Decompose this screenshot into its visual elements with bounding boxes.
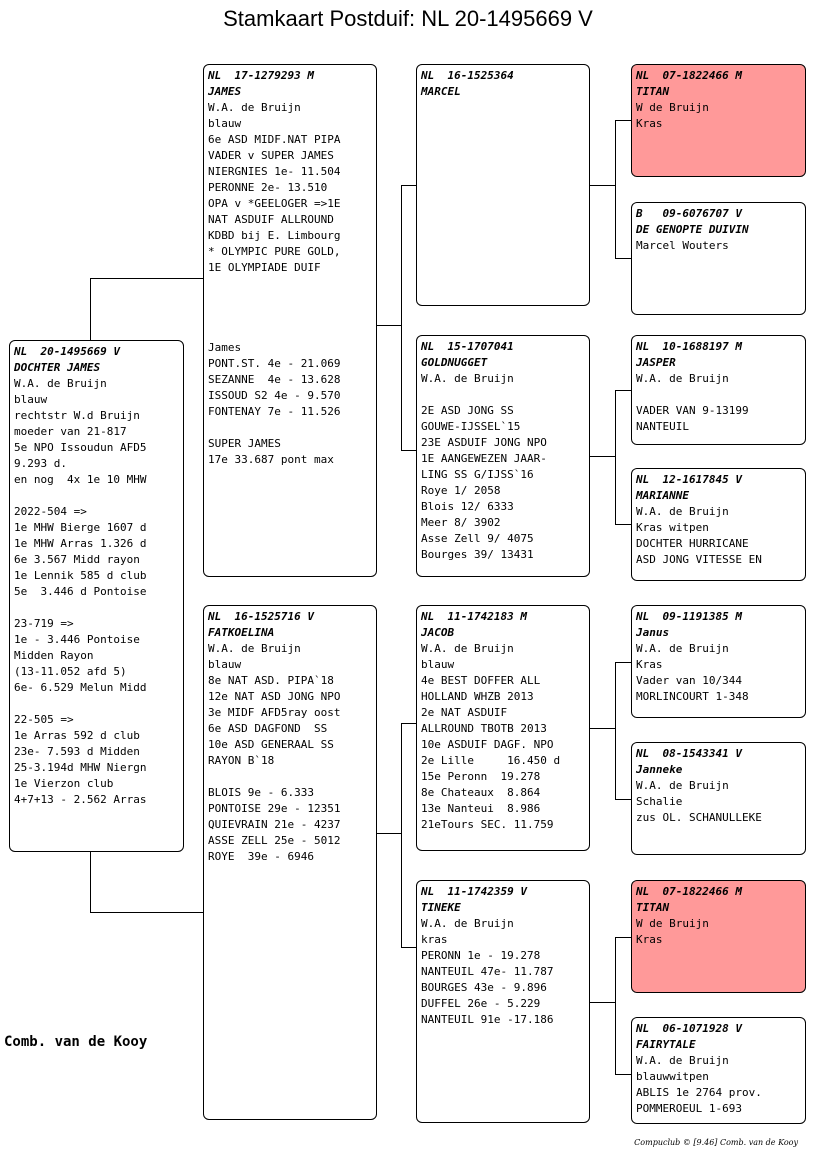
pigeon-card-maternal-grandfather[interactable] bbox=[416, 605, 590, 851]
connector bbox=[615, 1074, 632, 1075]
pedigree-line: W.A. de Bruijn bbox=[208, 101, 301, 114]
pigeon-card-subject[interactable] bbox=[9, 340, 184, 852]
pedigree-line: Blois 12/ 6333 bbox=[421, 500, 514, 513]
pedigree-line: 3e MIDF AFD5ray oost bbox=[208, 706, 341, 719]
pedigree-line: W.A. de Bruijn bbox=[636, 372, 729, 385]
ring-number: NL 11-1742183 M bbox=[421, 610, 527, 623]
pedigree-line: 1e Vierzon club bbox=[14, 777, 114, 790]
pigeon-card-mff[interactable] bbox=[631, 605, 806, 718]
pedigree-line: 1e Arras 592 d club bbox=[14, 729, 140, 742]
pedigree-line: 1E OLYMPIADE DUIF bbox=[208, 261, 321, 274]
connector bbox=[615, 120, 632, 121]
pedigree-line: DOCHTER HURRICANE bbox=[636, 537, 749, 550]
pedigree-line: 22-505 => bbox=[14, 713, 74, 726]
pigeon-card-mother[interactable] bbox=[203, 605, 377, 1120]
ring-number: NL 11-1742359 V bbox=[421, 885, 527, 898]
pedigree-line bbox=[14, 600, 179, 616]
pedigree-line: 23e- 7.593 d Midden bbox=[14, 745, 140, 758]
connector bbox=[401, 185, 402, 451]
pigeon-name: FAIRYTALE bbox=[636, 1038, 696, 1051]
connector bbox=[615, 524, 632, 525]
pedigree-line: 12e NAT ASD JONG NPO bbox=[208, 690, 341, 703]
pigeon-name: MARCEL bbox=[421, 85, 461, 98]
pedigree-line: 4e BEST DOFFER ALL bbox=[421, 674, 541, 687]
connector bbox=[401, 450, 417, 451]
pedigree-line: 10e ASDUIF DAGF. NPO bbox=[421, 738, 554, 751]
pedigree-line bbox=[636, 387, 801, 403]
pedigree-line: Bourges 39/ 13431 bbox=[421, 548, 534, 561]
connector bbox=[401, 947, 417, 948]
connector bbox=[615, 120, 616, 259]
ring-number: NL 09-1191385 M bbox=[636, 610, 742, 623]
pigeon-card-fmf[interactable] bbox=[631, 335, 806, 445]
connector bbox=[615, 258, 632, 259]
pedigree-line: ABLIS 1e 2764 prov. bbox=[636, 1086, 762, 1099]
pedigree-line: W.A. de Bruijn bbox=[636, 1054, 729, 1067]
page-title: Stamkaart Postduif: NL 20-1495669 V bbox=[223, 6, 593, 31]
pedigree-line: BLOIS 9e - 6.333 bbox=[208, 786, 314, 799]
pedigree-line: Kras witpen bbox=[636, 521, 709, 534]
pigeon-name: TITAN bbox=[636, 901, 670, 914]
pedigree-line: 15e Peronn 19.278 bbox=[421, 770, 541, 783]
pedigree-line: 8e NAT ASD. PIPA`18 bbox=[208, 674, 334, 687]
pedigree-line bbox=[14, 696, 179, 712]
pigeon-name: MARIANNE bbox=[636, 489, 689, 502]
pedigree-line: 5e 3.446 d Pontoise bbox=[14, 585, 147, 598]
pedigree-line: 4+7+13 - 2.562 Arras bbox=[14, 793, 147, 806]
pigeon-name: TITAN bbox=[636, 85, 670, 98]
connector bbox=[615, 662, 632, 663]
pigeon-card-fff[interactable] bbox=[631, 64, 806, 177]
pigeon-name: Janus bbox=[636, 626, 670, 639]
connector bbox=[401, 723, 402, 948]
connector bbox=[615, 390, 632, 391]
connector bbox=[615, 662, 616, 800]
pedigree-line: blauw bbox=[14, 393, 48, 406]
pedigree-line: NANTEUIL 91e -17.186 bbox=[421, 1013, 554, 1026]
pedigree-line: W de Bruijn bbox=[636, 101, 709, 114]
pedigree-line: 1e MHW Arras 1.326 d bbox=[14, 537, 147, 550]
pedigree-line: POMMEROEUL 1-693 bbox=[636, 1102, 742, 1115]
pedigree-line: 17e 33.687 pont max bbox=[208, 453, 334, 466]
pigeon-card-mfm[interactable] bbox=[631, 742, 806, 855]
pedigree-line: VADER v SUPER JAMES bbox=[208, 149, 334, 162]
ring-number: NL 08-1543341 V bbox=[636, 747, 742, 760]
pedigree-line bbox=[208, 769, 372, 785]
ring-number: NL 15-1707041 bbox=[421, 340, 514, 353]
pedigree-line: kras bbox=[421, 933, 448, 946]
pedigree-line: ISSOUD S2 4e - 9.570 bbox=[208, 389, 341, 402]
connector bbox=[401, 185, 417, 186]
ring-number: B 09-6076707 V bbox=[636, 207, 742, 220]
pigeon-card-paternal-grandfather[interactable] bbox=[416, 64, 590, 306]
pedigree-line: Vader van 10/344 bbox=[636, 674, 742, 687]
connector bbox=[90, 851, 91, 913]
ring-number: NL 17-1279293 M bbox=[208, 69, 314, 82]
ring-number: NL 12-1617845 V bbox=[636, 473, 742, 486]
connector bbox=[615, 799, 632, 800]
footer-credit: Compuclub © [9.46] Comb. van de Kooy bbox=[634, 1138, 798, 1147]
pigeon-name: JACOB bbox=[421, 626, 455, 639]
pedigree-line: GOUWE-IJSSEL`15 bbox=[421, 420, 521, 433]
pigeon-card-mmf[interactable] bbox=[631, 880, 806, 993]
pedigree-line: 2E ASD JONG SS bbox=[421, 404, 514, 417]
pedigree-line: 2e Lille 16.450 d bbox=[421, 754, 561, 767]
pedigree-line bbox=[208, 292, 372, 308]
pedigree-line: blauw bbox=[208, 658, 242, 671]
pigeon-name: FATKOELINA bbox=[208, 626, 275, 639]
ring-number: NL 16-1525716 V bbox=[208, 610, 314, 623]
ring-number: NL 07-1822466 M bbox=[636, 69, 742, 82]
pedigree-line: James bbox=[208, 341, 242, 354]
ring-number: NL 10-1688197 M bbox=[636, 340, 742, 353]
pedigree-line: Kras bbox=[636, 117, 663, 130]
pedigree-line: W.A. de Bruijn bbox=[421, 917, 514, 930]
connector bbox=[589, 456, 616, 457]
connector bbox=[589, 728, 616, 729]
pedigree-line: KDBD bij E. Limbourg bbox=[208, 229, 341, 242]
pedigree-line: ROYE 39e - 6946 bbox=[208, 850, 314, 863]
pedigree-line: Marcel Wouters bbox=[636, 239, 729, 252]
pedigree-line: SEZANNE 4e - 13.628 bbox=[208, 373, 341, 386]
pedigree-line: MORLINCOURT 1-348 bbox=[636, 690, 749, 703]
pedigree-line: FONTENAY 7e - 11.526 bbox=[208, 405, 341, 418]
ring-number: NL 20-1495669 V bbox=[14, 345, 120, 358]
pedigree-line: Asse Zell 9/ 4075 bbox=[421, 532, 534, 545]
pedigree-line: Kras bbox=[636, 658, 663, 671]
pedigree-line bbox=[208, 308, 372, 324]
pedigree-line: VADER VAN 9-13199 bbox=[636, 404, 749, 417]
connector bbox=[90, 278, 91, 340]
owner-name: Comb. van de Kooy bbox=[4, 1034, 148, 1050]
pedigree-line bbox=[208, 324, 372, 340]
pedigree-line: HOLLAND WHZB 2013 bbox=[421, 690, 534, 703]
pedigree-line: PONT.ST. 4e - 21.069 bbox=[208, 357, 341, 370]
pedigree-line: 6e ASD MIDF.NAT PIPA bbox=[208, 133, 341, 146]
pedigree-line: 9.293 d. bbox=[14, 457, 67, 470]
pedigree-line: RAYON B`18 bbox=[208, 754, 275, 767]
pedigree-line: 6e 3.567 Midd rayon bbox=[14, 553, 140, 566]
connector bbox=[90, 912, 204, 913]
pedigree-line: 23-719 => bbox=[14, 617, 74, 630]
pedigree-line: Roye 1/ 2058 bbox=[421, 484, 501, 497]
pedigree-line: QUIEVRAIN 21e - 4237 bbox=[208, 818, 341, 831]
pedigree-line: PONTOISE 29e - 12351 bbox=[208, 802, 341, 815]
pedigree-line: zus OL. SCHANULLEKE bbox=[636, 811, 762, 824]
pedigree-line: 6e- 6.529 Melun Midd bbox=[14, 681, 147, 694]
pigeon-name: DOCHTER JAMES bbox=[14, 361, 101, 374]
pigeon-card-fmm[interactable] bbox=[631, 468, 806, 581]
pigeon-name: JAMES bbox=[208, 85, 242, 98]
pedigree-line: Kras bbox=[636, 933, 663, 946]
pedigree-line: SUPER JAMES bbox=[208, 437, 281, 450]
pedigree-line: NIERGNIES 1e- 11.504 bbox=[208, 165, 341, 178]
pedigree-line: W.A. de Bruijn bbox=[421, 642, 514, 655]
connector bbox=[376, 325, 402, 326]
connector bbox=[90, 278, 204, 279]
pedigree-line: NANTEUIL 47e- 11.787 bbox=[421, 965, 554, 978]
connector bbox=[589, 1002, 616, 1003]
pedigree-line: W.A. de Bruijn bbox=[636, 505, 729, 518]
connector bbox=[376, 833, 402, 834]
pigeon-name: JASPER bbox=[636, 356, 676, 369]
pedigree-line: W.A. de Bruijn bbox=[421, 372, 514, 385]
pedigree-line: W de Bruijn bbox=[636, 917, 709, 930]
pedigree-line: PERONNE 2e- 13.510 bbox=[208, 181, 328, 194]
pedigree-line: 10e ASD GENERAAL SS bbox=[208, 738, 334, 751]
pedigree-line bbox=[208, 276, 372, 292]
pigeon-card-maternal-grandmother[interactable] bbox=[416, 880, 590, 1123]
pedigree-line: en nog 4x 1e 10 MHW bbox=[14, 473, 147, 486]
pedigree-line: 1e - 3.446 Pontoise bbox=[14, 633, 140, 646]
pedigree-line: W.A. de Bruijn bbox=[208, 642, 301, 655]
connector bbox=[401, 723, 417, 724]
pedigree-line: W.A. de Bruijn bbox=[636, 779, 729, 792]
pedigree-line: * OLYMPIC PURE GOLD, bbox=[208, 245, 341, 258]
pigeon-name: Janneke bbox=[636, 763, 683, 776]
pedigree-line: W.A. de Bruijn bbox=[14, 377, 107, 390]
pedigree-line: 1e MHW Bierge 1607 d bbox=[14, 521, 147, 534]
pedigree-line: W.A. de Bruijn bbox=[636, 642, 729, 655]
pedigree-line: 1E AANGEWEZEN JAAR- bbox=[421, 452, 547, 465]
connector bbox=[615, 390, 616, 525]
pedigree-line: moeder van 21-817 bbox=[14, 425, 127, 438]
ring-number: NL 07-1822466 M bbox=[636, 885, 742, 898]
pedigree-line: OPA v *GEELOGER =>1E bbox=[208, 197, 341, 210]
pedigree-line: NANTEUIL bbox=[636, 420, 689, 433]
pedigree-line: blauw bbox=[208, 117, 242, 130]
pedigree-line bbox=[421, 387, 585, 403]
pedigree-line: Schalie bbox=[636, 795, 683, 808]
pedigree-line: NAT ASDUIF ALLROUND bbox=[208, 213, 334, 226]
pedigree-line: 8e Chateaux 8.864 bbox=[421, 786, 541, 799]
pedigree-line bbox=[14, 488, 179, 504]
pedigree-line: PERONN 1e - 19.278 bbox=[421, 949, 541, 962]
connector bbox=[615, 937, 616, 1075]
pedigree-line: ASD JONG VITESSE EN bbox=[636, 553, 762, 566]
pedigree-line bbox=[208, 420, 372, 436]
pigeon-card-paternal-grandmother[interactable] bbox=[416, 335, 590, 577]
pedigree-line: Midden Rayon bbox=[14, 649, 94, 662]
pedigree-line: BOURGES 43e - 9.896 bbox=[421, 981, 547, 994]
pigeon-card-father[interactable] bbox=[203, 64, 377, 577]
pigeon-name: GOLDNUGGET bbox=[421, 356, 488, 369]
pedigree-line: Meer 8/ 3902 bbox=[421, 516, 501, 529]
pedigree-line: blauwwitpen bbox=[636, 1070, 709, 1083]
pedigree-line: 1e Lennik 585 d club bbox=[14, 569, 147, 582]
pedigree-line: 13e Nanteui 8.986 bbox=[421, 802, 541, 815]
pedigree-line: 5e NPO Issoudun AFD5 bbox=[14, 441, 147, 454]
pedigree-line: 23E ASDUIF JONG NPO bbox=[421, 436, 547, 449]
pigeon-name: DE GENOPTE DUIVIN bbox=[636, 223, 749, 236]
pedigree-line: blauw bbox=[421, 658, 455, 671]
pedigree-line: 6e ASD DAGFOND SS bbox=[208, 722, 328, 735]
pigeon-card-ffm[interactable] bbox=[631, 202, 806, 315]
ring-number: NL 06-1071928 V bbox=[636, 1022, 742, 1035]
pedigree-line: 2022-504 => bbox=[14, 505, 87, 518]
pedigree-line: (13-11.052 afd 5) bbox=[14, 665, 127, 678]
pedigree-line: 2e NAT ASDUIF bbox=[421, 706, 508, 719]
pedigree-line: DUFFEL 26e - 5.229 bbox=[421, 997, 541, 1010]
pedigree-line: ASSE ZELL 25e - 5012 bbox=[208, 834, 341, 847]
pedigree-line: rechtstr W.d Bruijn bbox=[14, 409, 140, 422]
pedigree-line: ALLROUND TBOTB 2013 bbox=[421, 722, 547, 735]
ring-number: NL 16-1525364 bbox=[421, 69, 514, 82]
connector bbox=[615, 937, 632, 938]
pedigree-line: 21eTours SEC. 11.759 bbox=[421, 818, 554, 831]
pedigree-line: LING SS G/IJSS`16 bbox=[421, 468, 534, 481]
pigeon-name: TINEKE bbox=[421, 901, 461, 914]
pedigree-line: 25-3.194d MHW Niergn bbox=[14, 761, 147, 774]
connector bbox=[589, 185, 616, 186]
pigeon-card-mmm[interactable] bbox=[631, 1017, 806, 1124]
